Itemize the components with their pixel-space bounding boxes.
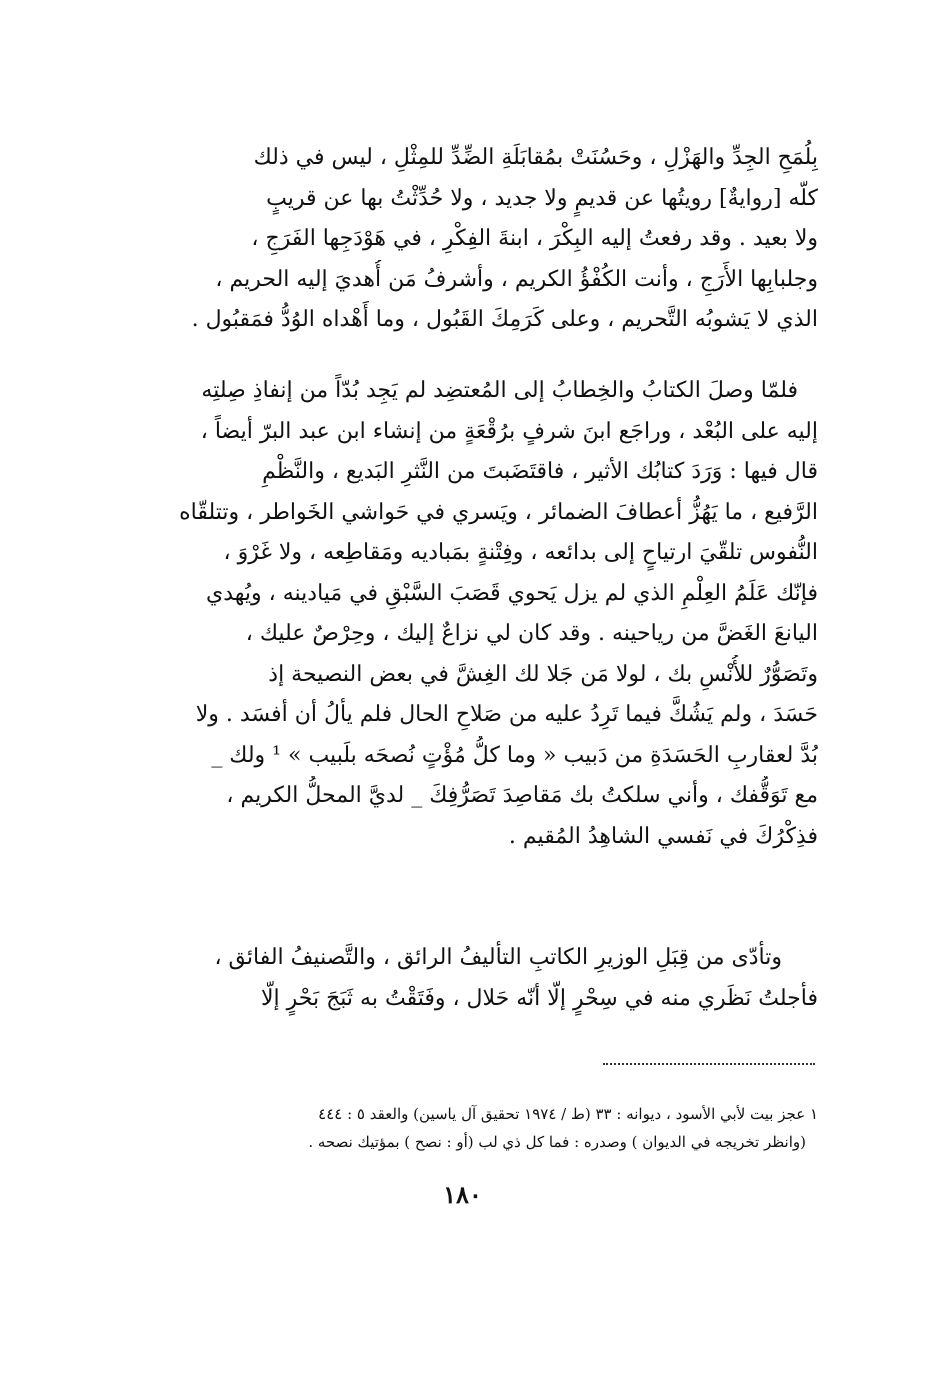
paragraph-3 (118, 938, 818, 1019)
footnotes (118, 1100, 818, 1156)
text-line: اليانعَ الغَضَّ من رياحينه . وقد كان لي نزاعٌ إليك ، وحِرْصٌ عليك ، (245, 621, 818, 646)
text-line: فإنّك عَلَمُ العِلْمِ الذي لم يزل يَحوي قَصَبَ السَّبْقِ في مَيادينه ، ويُهدي (205, 580, 818, 606)
text-line: ولا بعيد . وقد رفعتُ إليه البِكْرَ ، ابنةَ الفِكْرِ ، في هَوْدَجِها الفَرَجِ ، (251, 226, 818, 251)
text-line: الذي لا يَشوبُه التَّحريم ، وعلى كَرَمِكَ القَبُول ، وما أَهْداه الوُدُّ فمَقبُول . (191, 307, 818, 332)
text-line: النُّفوس تلقّيَ ارتياحٍ إلى بدائعه ، وفِتْنةٍ بمَباديه ومَقاطِعه ، ولا غَرْوَ ، (223, 540, 818, 565)
text-line: فأجلتُ نَظَري منه في سِحْرٍ إلّا أنّه حَلال ، وفَتَقْتُ به ثَبَجَ بَحْرٍ إلّا (260, 985, 818, 1011)
text-line: قال فيها : وَرَدَ كتابُك الأثير ، فاقتَضَبتَ من النَّثرِ البَديع ، والنَّظْمِ (262, 459, 818, 484)
text-line: بُدَّ لعقاربِ الحَسَدَةِ من دَبيب « وما كلُّ مُؤْتٍ نُصحَه بلَبيب » ¹ ولك _ (211, 742, 818, 768)
paragraph-1 (118, 138, 818, 341)
text-line: فذِكْرُكَ في نَفسي الشاهِدُ المُقيم . (508, 823, 818, 849)
paragraph-2 (118, 371, 818, 857)
footnote-line: ١ عجز بيت لأبي الأسود ، ديوانه : ٣٣ (ط / ١٩٧٤ تحقيق آل ياسين) والعقد ٥ : ٤٤٤ (318, 1105, 818, 1123)
text-line: بِلُمَحِ الجِدِّ والهَزْلِ ، وحَسُنَتْ بمُقابَلَةِ الضِّدِّ للمِثْلِ ، ليس في ذلك (253, 145, 818, 170)
text-line: وجلبابِها الأَرَجِ ، وأنت الكُفْؤُ الكريم ، وأشرفُ مَن أُهديَ إليه الحريم ، (215, 266, 818, 292)
text-line: كلّه [روايةٌ] رويتُها عن قديمٍ ولا جديد ، ولا حُدِّثْتُ بها عن قريبٍ (266, 185, 818, 211)
text-line: فلمّا وصلَ الكتابُ والخِطابُ إلى المُعتضِد لم يَجِد بُدّاً من إنفاذِ صِلتِه (201, 378, 798, 403)
text-line: وتأدّى من قِبَلِ الوزيرِ الكاتبِ التأليفُ الرائق ، والتَّصنيفُ الفائق ، (214, 945, 782, 970)
footnote-line: (وانظر تخريجه في الديوان ) وصدره : فما كل ذي لب (أو : نصح ) بمؤتيك نصحه . (308, 1133, 806, 1151)
text-line: مع تَوَقُّفك ، وأني سلكتُ بك مَقاصِدَ تَصَرُّفِكَ _ لديَّ المحلُّ الكريم ، (226, 783, 818, 808)
text-line: إليه على البُعْد ، وراجَع ابنَ شرفٍ برُقْعَةٍ من إنشاء ابن عبد البرّ أيضاً ، (200, 418, 818, 444)
page-number: ١٨٠ (443, 1180, 482, 1209)
text-line: وتَصَوُّرٌ للأُنْسِ بك ، لولا مَن جَلا لك الغِشَّ في بعض النصيحة إذ (268, 661, 818, 687)
text-line: الرَّفيع ، ما يَهُزُّ أعطافَ الضمائر ، ويَسري في حَواشي الخَواطر ، وتتلقّاه (179, 499, 818, 525)
text-line: حَسَدَ ، ولم يَشُكَّ فيما تَرِدُ عليه من صَلاحِ الحال فلم يألُ أن أفسَد . ولا (195, 702, 818, 727)
footnote-separator (603, 1063, 815, 1065)
